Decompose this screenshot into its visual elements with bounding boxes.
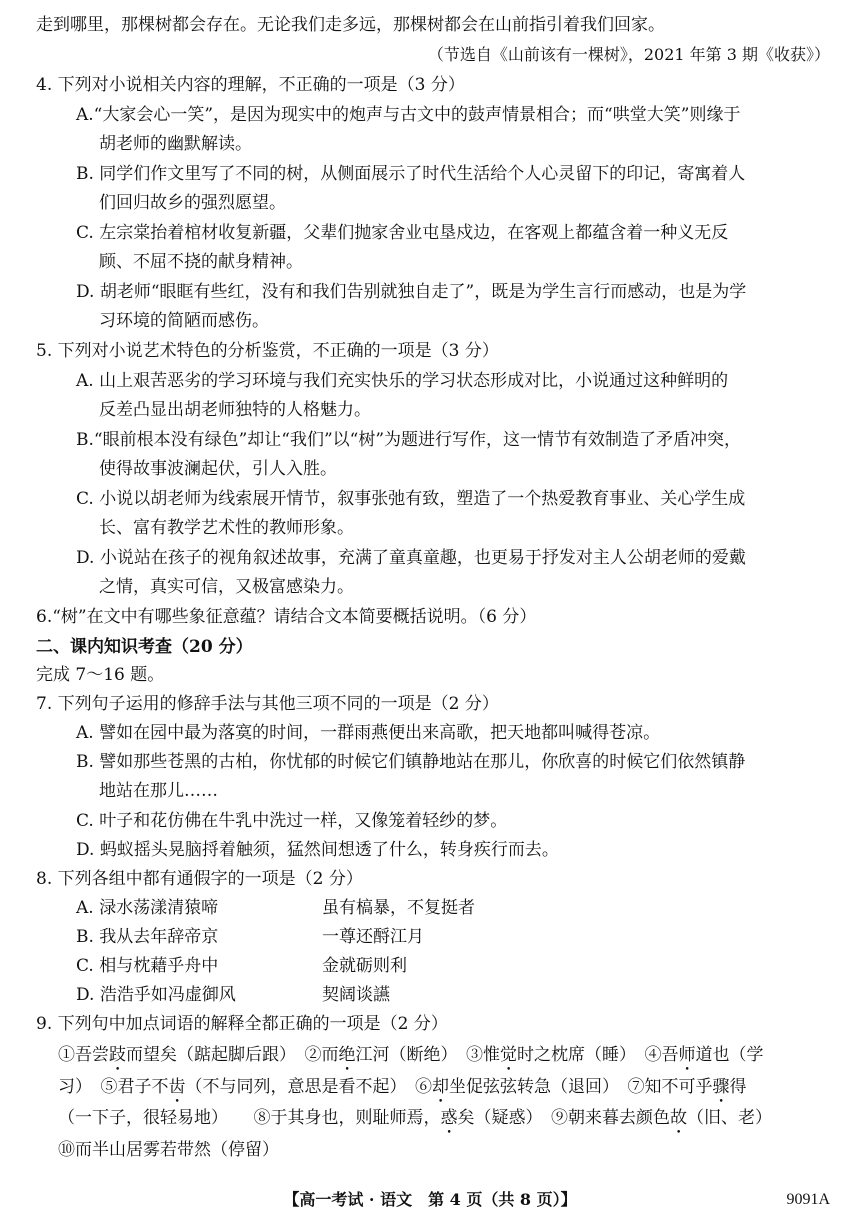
q9-text-segment: 习） ⑤君子不 — [58, 1077, 169, 1097]
q5-option-a-line2: 反差凸显出胡老师独特的人格魅力。 — [99, 400, 371, 420]
emphasized-word: 绝 — [338, 1045, 356, 1065]
q9-text-segment: ） — [262, 1140, 279, 1160]
q9-text-segment: 江河（断绝） ③惟 — [355, 1045, 500, 1065]
q7-option-b-line2: 地站在那儿…… — [99, 781, 218, 801]
q4-option-d-line2: 习环境的简陋而感伤。 — [99, 311, 269, 331]
q8-option-c-left: C. 相与枕藉乎舟中 — [76, 956, 219, 976]
q4-option-a-line2: 胡老师的幽默解读。 — [99, 134, 252, 154]
q9-text-segment: 道也（学 — [695, 1045, 764, 1065]
q4-option-b-line2: 们回归故乡的强烈愿望。 — [99, 193, 286, 213]
q9-text-segment: 矣（疑惑） ⑨朝来暮去颜色 — [457, 1108, 670, 1128]
page-footer — [0, 1188, 860, 1212]
q5-option-c-line2: 长、富有教学艺术性的教师形象。 — [99, 518, 354, 538]
question-6-stem: 6.“树”在文中有哪些象征意蕴？请结合文本简要概括说明。（6 分） — [36, 607, 537, 627]
section-2-intro: 完成 7～16 题。 — [36, 665, 165, 685]
emphasized-word: 故 — [670, 1108, 687, 1128]
question-9-stem: 9. 下列句中加点词语的解释全都正确的一项是（2 分） — [36, 1014, 448, 1034]
q7-option-b-line1: B. 譬如那些苍黑的古柏，你忧郁的时候它们镇静地站在那儿，你欣喜的时候它们依然镇静 — [76, 752, 746, 772]
q5-option-d-line1: D. 小说站在孩子的视角叙述故事，充满了童真童趣，也更易于抒发对主人公胡老师的爱戴 — [76, 548, 746, 568]
question-4-stem: 4. 下列对小说相关内容的理解，不正确的一项是（3 分） — [36, 75, 465, 95]
q4-option-d-line1: D. 胡老师“眼眶有些红，没有和我们告别就独自走了”，既是为学生言行而感动，也是为学 — [76, 282, 747, 302]
q8-option-b-right: 一尊还酹江月 — [322, 927, 424, 947]
q9-text-segment: ①吾尝 — [58, 1045, 109, 1065]
q5-option-d-line2: 之情，真实可信，又极富感染力。 — [99, 577, 354, 597]
emphasized-word: 觉 — [500, 1045, 517, 1065]
q5-option-c-line1: C. 小说以胡老师为线索展开情节，叙事张弛有致，塑造了一个热爱教育事业、关心学生成 — [76, 489, 746, 509]
q7-option-d: D. 蚂蚁摇头晃脑捋着触须，猛然间想透了什么，转身疾行而去。 — [76, 840, 559, 860]
q8-option-d-left: D. 浩浩乎如冯虚御风 — [76, 985, 236, 1005]
q9-line-4 — [58, 1139, 860, 1161]
q9-text-segment: （不与同列，意思是看不起） ⑥ — [185, 1077, 432, 1097]
emphasized-word: 却 — [432, 1077, 449, 1097]
q4-option-a-line1: A.“大家会心一笑”，是因为现实中的炮声与古文中的鼓声情景相合；而“哄堂大笑”则缘于 — [76, 105, 741, 125]
q5-option-b-line2: 使得故事波澜起伏，引人入胜。 — [99, 459, 337, 479]
q4-option-c-line1: C. 左宗棠抬着棺材收复新疆，父辈们抛家舍业屯垦戍边，在客观上都蕴含着一种义无反 — [76, 223, 729, 243]
q9-text-segment: 坐促弦弦转急（退回） ⑦知不可乎 — [449, 1077, 713, 1097]
q8-option-d-right: 契阔谈讌 — [322, 985, 390, 1005]
q9-line-1 — [58, 1044, 860, 1075]
q8-option-c-right: 金就砺则利 — [322, 956, 407, 976]
q8-option-c — [76, 955, 860, 977]
q8-option-b — [76, 926, 860, 948]
q5-option-a-line1: A. 山上艰苦恶劣的学习环境与我们充实快乐的学习状态形成对比，小说通过这种鲜明的 — [76, 371, 729, 391]
emphasized-word: 跂 — [109, 1045, 126, 1065]
emphasized-word: 师 — [678, 1045, 696, 1065]
q8-option-a-left: A. 渌水荡漾清猿啼 — [76, 898, 219, 918]
section-2-title: 二、课内知识考查（20 分） — [36, 637, 253, 657]
footer-code: 9091A — [786, 1191, 830, 1208]
q5-option-b-line1: B.“眼前根本没有绿色”却让“我们”以“树”为题进行写作，这一情节有效制造了矛盾冲突， — [76, 430, 742, 450]
q9-text-segment: 时之枕席（睡） ④吾 — [517, 1045, 679, 1065]
passage-last-line: 走到哪里，那棵树都会存在。无论我们走多远，那棵树都会在山前指引着我们回家。 — [36, 15, 665, 35]
q8-option-b-left: B. 我从去年辞帝京 — [76, 927, 219, 947]
emphasized-word: 惑 — [440, 1108, 458, 1128]
q8-option-a — [76, 897, 860, 919]
emphasized-word: 齿 — [168, 1077, 186, 1097]
q9-text-segment: （旧、老） — [687, 1108, 772, 1128]
question-5-stem: 5. 下列对小说艺术特色的分析鉴赏，不正确的一项是（3 分） — [36, 341, 499, 361]
q9-text-segment: ⑩而半山居雾若带然（ — [58, 1140, 228, 1160]
q7-option-c: C. 叶子和花仿佛在牛乳中洗过一样，又像笼着轻纱的梦。 — [76, 811, 508, 831]
q7-option-a: A. 譬如在园中最为落寞的时间，一群雨燕便出来高歌，把天地都叫喊得苍凉。 — [76, 723, 661, 743]
q9-text-segment: 停留 — [228, 1140, 262, 1160]
q9-text-segment: 而望矣（踮起脚后跟） ②而 — [126, 1045, 339, 1065]
question-7-stem: 7. 下列句子运用的修辞手法与其他三项不同的一项是（2 分） — [36, 694, 499, 714]
q9-line-3 — [58, 1107, 860, 1138]
q4-option-b-line1: B. 同学们作文里写了不同的树，从侧面展示了时代生活给个人心灵留下的印记，寄寓着人 — [76, 164, 746, 184]
emphasized-word: 骤 — [712, 1077, 730, 1097]
q9-text-segment: 得 — [729, 1077, 747, 1097]
question-8-stem: 8. 下列各组中都有通假字的一项是（2 分） — [36, 869, 363, 889]
q8-option-a-right: 虽有槁暴，不复挺者 — [322, 898, 475, 918]
q9-line-2 — [58, 1076, 860, 1107]
q9-text-segment: （一下子，很轻易地） ⑧于其身也，则耻师焉， — [58, 1108, 441, 1128]
q4-option-c-line2: 顾、不屈不挠的献身精神。 — [99, 252, 303, 272]
q8-option-d — [76, 984, 860, 1006]
passage-citation: （节选自《山前该有一棵树》，2021 年第 3 期《收获》） — [427, 45, 830, 64]
footer-title: 【高一考试 · 语文 第 4 页（共 8 页）】 — [283, 1190, 577, 1209]
